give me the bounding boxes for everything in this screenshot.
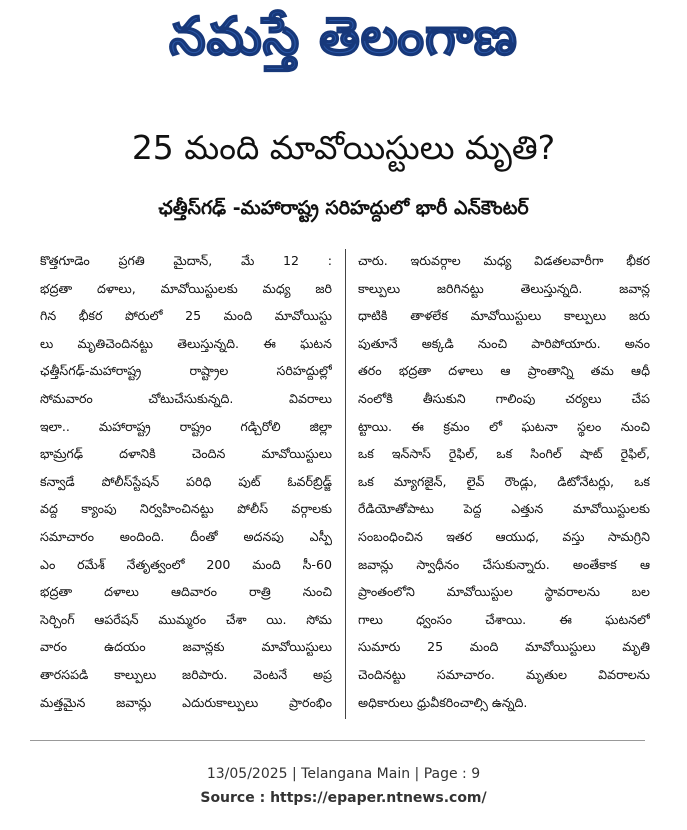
article-line: ప్రాంతంలోని మావోయిస్టుల స్థావరాలను బల [358, 584, 650, 600]
article-body [40, 247, 650, 727]
article-line: సుమారు 25 మంది మావోయిస్టులు మృతి [358, 639, 650, 655]
article-line: కొత్తగూడెం ప్రగతి మైదాన్, మే 12 : [40, 253, 332, 268]
article-line: ఎం రమేశ్ నేతృత్వంలో 200 మంది సీ-60 [40, 556, 332, 572]
article-line: వారం ఉదయం జవాన్లకు మావోయిస్టులు [40, 639, 332, 655]
article-line: లు మృతిచెందినట్టు తెలుస్తున్నది. ఈ ఘటన [40, 335, 332, 351]
article-line: సమాచారం అందింది. దీంతో అదనపు ఎస్పీ [40, 528, 332, 544]
article-line: ఛత్తీస్‌గఢ్-మహారాష్ట్ర రాష్ట్రాల సరిహద్దుల్లో [40, 363, 332, 379]
article-line: భద్రతా దళాలు, మావోయిస్టులకు మధ్య జరి [40, 280, 332, 296]
article-line: కన్వాడే పోలీస్‌స్టేషన్ పరిధి పుట్ ఓవర్‌బ్రిడ్జ్ [40, 473, 332, 489]
article-line: సంబంధించిన ఇతర ఆయుధ, వస్తు సామగ్రిని [358, 528, 650, 544]
article-line: గిన భీకర పోరులో 25 మంది మావోయిస్టు [40, 308, 332, 324]
article-line: నంలోకి తీసుకుని గాలింపు చర్యలు చేప [358, 390, 650, 406]
article-line: భామ్రగఢ్ దళానికి చెందిన మావోయిస్టులు [40, 446, 332, 462]
masthead-logo [0, 4, 687, 82]
article-line: రేడియోతోపాటు పెద్ద ఎత్తున మావోయిస్టులకు [358, 501, 650, 517]
headline: 25 మంది మావోయిస్టులు మృతి? [131, 128, 556, 167]
article-line: తారసపడి కాల్పులు జరిపారు. వెంటనే అప్ర [40, 666, 332, 682]
column-divider [345, 249, 346, 719]
article-line: ఇలా.. మహారాష్ట్ర రాష్ట్రం గడ్చిరోలి జిల్లా [40, 418, 332, 434]
footer-divider [30, 740, 645, 741]
article-line: తరం భద్రతా దళాలు ఆ ప్రాంతాన్ని తమ ఆధీ [358, 363, 650, 379]
article-line: అధికారులు ధ్రువీకరించాల్సి ఉన్నది. [358, 694, 528, 710]
article-line: సోమవారం చోటుచేసుకున్నది. వివరాలు [40, 390, 332, 406]
article-line: ఒక మ్యాగజైన్, లైవ్ రౌండ్లు, డిటోనేటర్లు, ఒక [358, 473, 650, 489]
footer-edition-info: 13/05/2025 | Telangana Main | Page : 9 [206, 766, 481, 782]
article-line: భద్రతా దళాలు ఆదివారం రాత్రి నుంచి [40, 584, 332, 600]
article-line: ట్టాయి. ఈ క్రమం లో ఘటనా స్థలం నుంచి [358, 418, 650, 434]
article-line: వద్ద క్యాంపు నిర్వహించినట్టు పోలీస్ వర్గాలకు [40, 501, 332, 517]
article-line: చెందినట్టు సమాచారం. మృతుల వివరాలను [358, 666, 650, 682]
article-line: ఒక ఇన్‌సాస్ రైఫిల్, ఒక సింగిల్ షాట్ రైఫిల్, [358, 446, 650, 462]
article-line: సెర్చింగ్ ఆపరేషన్ ముమ్మరం చేశా యి. సోమ [40, 611, 332, 627]
article-line: ధాటికి తాళలేక మావోయిస్టులు కాల్పులు జరు [358, 308, 650, 324]
article-line: పుతూనే అక్కడి నుంచి పారిపోయారు. అనం [358, 335, 650, 351]
article-line: గాలు ధ్వంసం చేశాయి. ఈ ఘటనలో [358, 611, 650, 627]
article-column-left [40, 247, 332, 716]
article-line: జవాన్లు స్వాధీనం చేసుకున్నారు. అంతేకాక ఆ [358, 556, 650, 572]
article-column-right [358, 247, 650, 716]
subheadline: ఛత్తీస్‌గఢ్ -మహారాష్ట్ర సరిహద్దులో భారీ ఎన్‌కౌంటర్ [158, 197, 529, 219]
article-line: మత్తమైన జవాన్లు ఎదురుకాల్పులు ప్రారంభిం [40, 694, 332, 710]
footer-source: Source : https://epaper.ntnews.com/ [200, 790, 487, 806]
article-line: చారు. ఇరువర్గాల మధ్య విడతలవారీగా భీకర [358, 253, 650, 268]
article-line: కాల్పులు జరిగినట్టు తెలుస్తున్నది. జవాన్ల [358, 280, 650, 296]
masthead-title: నమస్తే తెలంగాణ [169, 6, 518, 67]
